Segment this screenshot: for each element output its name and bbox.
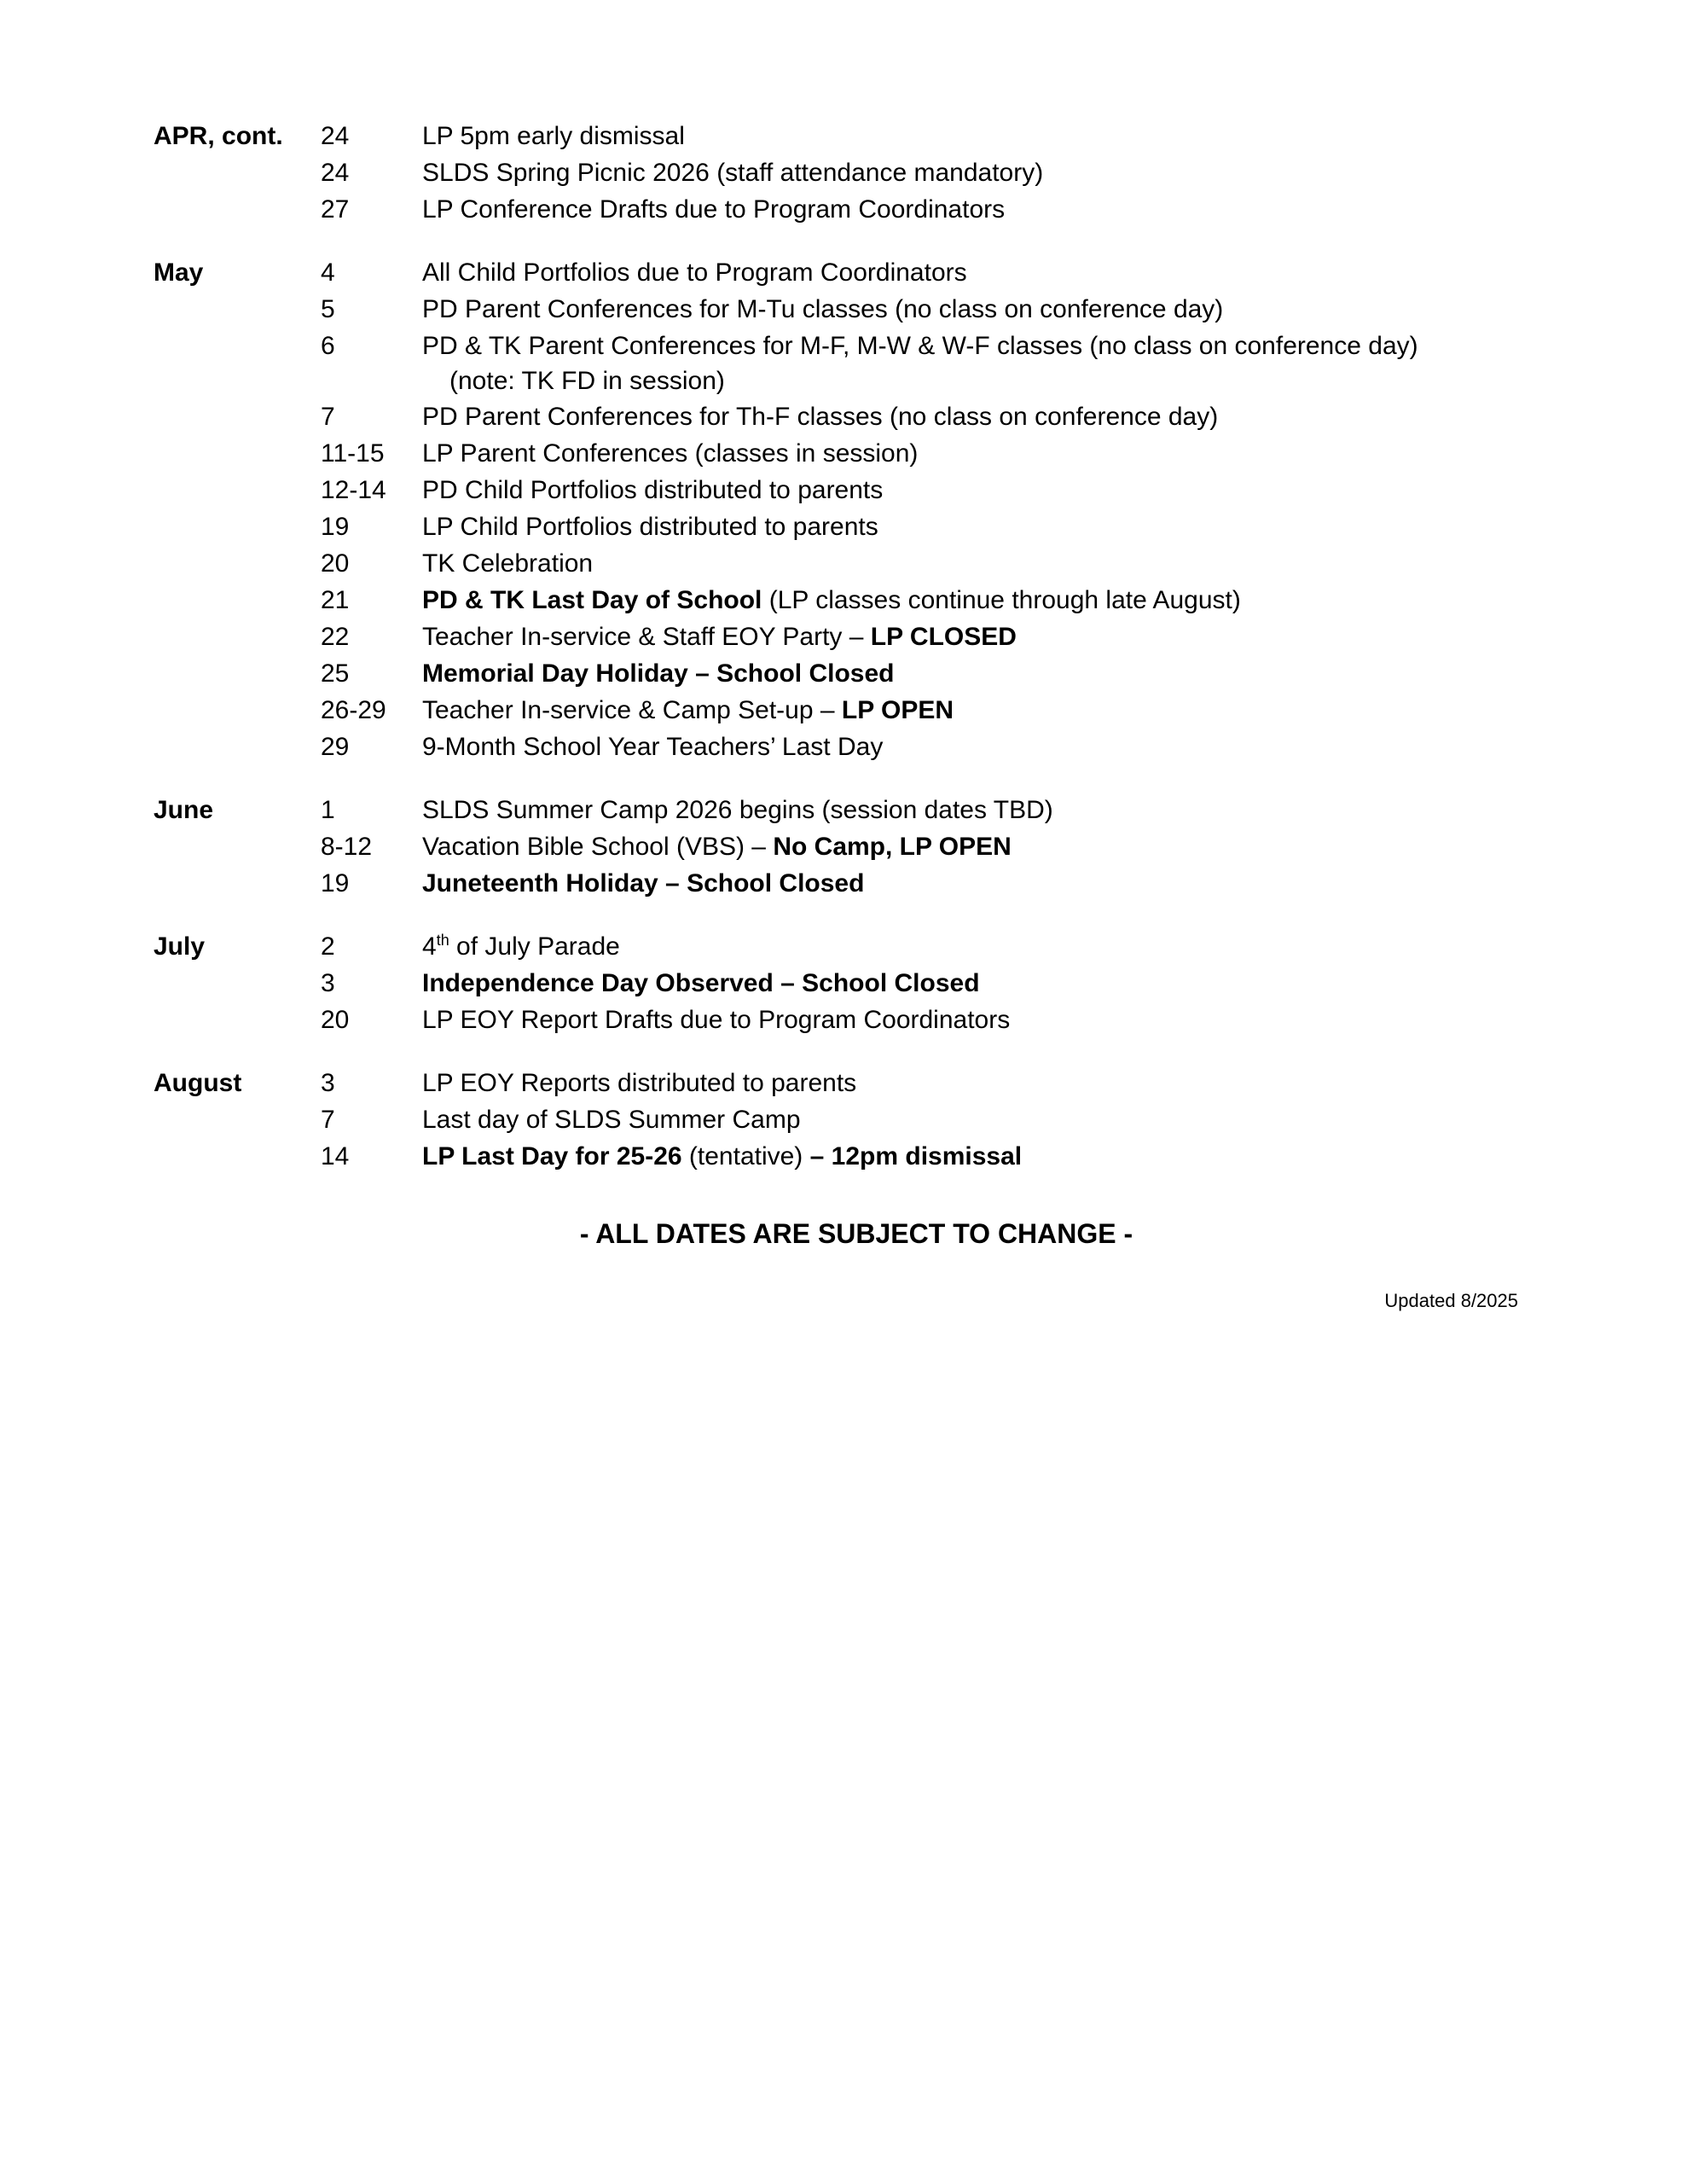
month-label: APR, cont.: [154, 122, 283, 150]
event-description: [422, 435, 1552, 472]
event-row: [154, 545, 1552, 582]
event-description: [422, 865, 1552, 902]
event-date: 3: [321, 1069, 335, 1097]
event-text: All Child Portfolios due to Program Coordinators: [422, 258, 967, 287]
event-text: PD Parent Conferences for M-Tu classes (no class on conference day): [422, 295, 1224, 323]
event-description: [422, 191, 1552, 228]
event-date: 14: [321, 1142, 350, 1170]
event-row: [154, 472, 1552, 508]
month-label: July: [154, 932, 206, 961]
disclaimer: - ALL DATES ARE SUBJECT TO CHANGE -: [579, 1218, 1133, 1249]
event-row: [154, 865, 1552, 902]
event-row: [154, 508, 1552, 545]
month-label: June: [154, 796, 214, 824]
event-row: [154, 1002, 1552, 1038]
event-description: [422, 582, 1552, 619]
event-description: [422, 792, 1552, 828]
event-note: (note: TK FD in session): [449, 367, 725, 395]
event-date: 22: [321, 623, 350, 651]
event-row: [154, 729, 1552, 765]
event-date: 25: [321, 659, 350, 688]
event-description: [422, 328, 1552, 398]
event-date: 3: [321, 969, 335, 997]
event-description: [422, 928, 1552, 965]
event-text-bold: No Camp, LP OPEN: [773, 833, 1012, 861]
event-row: [154, 582, 1552, 619]
event-date: 19: [321, 513, 350, 541]
event-description: [422, 655, 1552, 692]
event-row: [154, 1065, 1552, 1101]
event-description: [422, 692, 1552, 729]
event-text: PD & TK Parent Conferences for M-F, M-W & W-F classes (no class on conference day): [422, 332, 1418, 360]
event-row: [154, 191, 1552, 228]
event-text: LP Conference Drafts due to Program Coordinators: [422, 195, 1006, 224]
event-text: of July Parade: [449, 932, 620, 961]
month-block: [154, 928, 1552, 1038]
event-description: [422, 154, 1552, 191]
event-text-bold: LP Last Day for 25-26: [422, 1142, 682, 1170]
event-description: [422, 472, 1552, 508]
event-text: PD Child Portfolios distributed to parents: [422, 476, 884, 504]
event-row: [154, 118, 1552, 154]
event-description: [422, 619, 1552, 655]
event-date: 2: [321, 932, 335, 961]
month-label: August: [154, 1069, 242, 1097]
event-text-bold: LP CLOSED: [870, 623, 1017, 651]
event-description: [422, 1138, 1552, 1175]
event-row: [154, 965, 1552, 1002]
event-text-bold: Juneteenth Holiday – School Closed: [422, 869, 865, 897]
event-text-bold: Independence Day Observed – School Closed: [422, 969, 980, 997]
month-label: May: [154, 258, 204, 287]
event-text-bold: – 12pm dismissal: [809, 1142, 1023, 1170]
event-row: [154, 1138, 1552, 1175]
event-text: 9-Month School Year Teachers’ Last Day: [422, 733, 884, 761]
event-date: 24: [321, 122, 350, 150]
event-description: [422, 291, 1552, 328]
event-date: 6: [321, 332, 335, 360]
event-text-bold: Memorial Day Holiday – School Closed: [422, 659, 895, 688]
event-description: [422, 398, 1552, 435]
event-row: [154, 1101, 1552, 1138]
event-date: 26-29: [321, 696, 386, 724]
event-date: 7: [321, 1106, 335, 1134]
event-text: LP 5pm early dismissal: [422, 122, 685, 150]
event-row: [154, 435, 1552, 472]
event-text: th: [436, 932, 449, 949]
event-text: Teacher In-service & Staff EOY Party –: [422, 623, 871, 651]
event-text: PD Parent Conferences for Th-F classes (no class on conference day): [422, 403, 1219, 431]
event-date: 12-14: [321, 476, 386, 504]
event-row: [154, 254, 1552, 291]
event-description: [422, 828, 1552, 865]
event-text-bold: PD & TK Last Day of School: [422, 586, 762, 614]
event-date: 7: [321, 403, 335, 431]
event-row: [154, 154, 1552, 191]
event-text-bold: LP OPEN: [841, 696, 954, 724]
event-date: 27: [321, 195, 350, 224]
event-date: 11-15: [321, 439, 385, 468]
event-text: Last day of SLDS Summer Camp: [422, 1106, 801, 1134]
event-row: [154, 291, 1552, 328]
event-text: LP Parent Conferences (classes in session): [422, 439, 919, 468]
event-row: [154, 928, 1552, 965]
event-text: LP EOY Report Drafts due to Program Coordinators: [422, 1006, 1011, 1034]
event-description: [422, 118, 1552, 154]
event-date: 24: [321, 159, 350, 187]
event-text: (LP classes continue through late August): [762, 586, 1241, 614]
event-row: [154, 692, 1552, 729]
event-description: [422, 965, 1552, 1002]
event-row: [154, 792, 1552, 828]
event-date: 20: [321, 549, 350, 578]
event-date: 5: [321, 295, 335, 323]
event-description: [422, 1002, 1552, 1038]
event-text: (tentative): [681, 1142, 810, 1170]
event-date: 29: [321, 733, 350, 761]
event-text: 4: [422, 932, 437, 961]
event-description: [422, 1065, 1552, 1101]
event-date: 8-12: [321, 833, 373, 861]
event-date: 19: [321, 869, 350, 897]
event-text: Vacation Bible School (VBS) –: [422, 833, 774, 861]
event-text: TK Celebration: [422, 549, 594, 578]
event-description: [422, 254, 1552, 291]
event-date: 1: [321, 796, 335, 824]
event-row: [154, 655, 1552, 692]
event-date: 4: [321, 258, 335, 287]
event-row: [154, 828, 1552, 865]
event-row: [154, 619, 1552, 655]
event-text: SLDS Spring Picnic 2026 (staff attendance mandatory): [422, 159, 1044, 187]
event-row: [154, 398, 1552, 435]
event-text: LP Child Portfolios distributed to parents: [422, 513, 878, 541]
month-block: [154, 1065, 1552, 1175]
event-description: [422, 1101, 1552, 1138]
event-row: [154, 328, 1552, 398]
month-block: [154, 254, 1552, 765]
event-text: Teacher In-service & Camp Set-up –: [422, 696, 842, 724]
event-description: [422, 508, 1552, 545]
event-date: 20: [321, 1006, 350, 1034]
updated-date: Updated 8/2025: [1384, 1290, 1518, 1311]
month-block: [154, 118, 1552, 228]
month-block: [154, 792, 1552, 902]
calendar-list: [154, 118, 1552, 1201]
event-description: [422, 545, 1552, 582]
event-description: [422, 729, 1552, 765]
event-text: LP EOY Reports distributed to parents: [422, 1069, 857, 1097]
event-date: 21: [321, 586, 350, 614]
event-text: SLDS Summer Camp 2026 begins (session dates TBD): [422, 796, 1053, 824]
